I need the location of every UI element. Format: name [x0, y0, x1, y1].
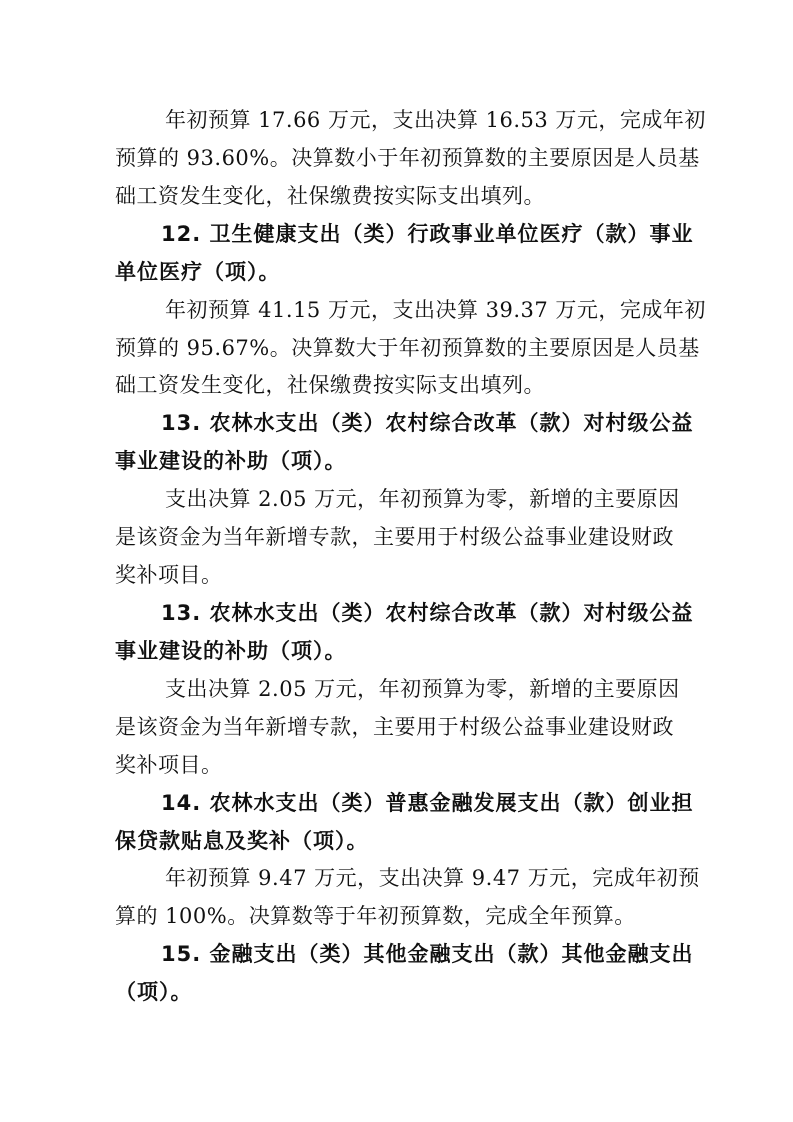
budget-line-13: 年初预算 9.47 万元，支出决算 9.47 万元，完成年初预 — [165, 866, 700, 890]
section-heading-13a: 13. 农林水支出（类）农村综合改革（款）对村级公益 — [161, 411, 694, 435]
section-heading-15: 15. 金融支出（类）其他金融支出（款）其他金融支出 — [161, 942, 694, 966]
budget-line-8: 是该资金为当年新增专款，主要用于村级公益事业建设财政 — [115, 525, 674, 549]
section-heading-13b-cont: 事业建设的补助（项）。 — [115, 639, 347, 663]
budget-line-5: 预算的 95.67%。决算数大于年初预算数的主要原因是人员基 — [115, 336, 700, 360]
section-heading-13b: 13. 农林水支出（类）农村综合改革（款）对村级公益 — [161, 601, 694, 625]
budget-line-9: 奖补项目。 — [115, 563, 223, 587]
section-heading-15-cont: （项）。 — [115, 980, 193, 1004]
budget-line-10: 支出决算 2.05 万元，年初预算为零，新增的主要原因 — [165, 677, 680, 701]
budget-line-7: 支出决算 2.05 万元，年初预算为零，新增的主要原因 — [165, 487, 680, 511]
budget-line-6: 础工资发生变化，社保缴费按实际支出填列。 — [115, 373, 545, 397]
section-heading-14: 14. 农林水支出（类）普惠金融发展支出（款）创业担 — [161, 791, 694, 815]
section-heading-12-cont: 单位医疗（项）。 — [115, 260, 281, 284]
budget-line-2: 预算的 93.60%。决算数小于年初预算数的主要原因是人员基 — [115, 146, 700, 170]
section-heading-14-cont: 保贷款贴息及奖补（项）。 — [115, 829, 369, 853]
budget-line-14: 算的 100%。决算数等于年初预算数，完成全年预算。 — [115, 904, 636, 928]
budget-line-12: 奖补项目。 — [115, 753, 223, 777]
budget-line-4: 年初预算 41.15 万元，支出决算 39.37 万元，完成年初 — [165, 298, 706, 322]
budget-line-1: 年初预算 17.66 万元，支出决算 16.53 万元，完成年初 — [165, 108, 706, 132]
budget-line-3: 础工资发生变化，社保缴费按实际支出填列。 — [115, 184, 545, 208]
budget-line-11: 是该资金为当年新增专款，主要用于村级公益事业建设财政 — [115, 715, 674, 739]
section-heading-12: 12. 卫生健康支出（类）行政事业单位医疗（款）事业 — [161, 222, 694, 246]
section-heading-13a-cont: 事业建设的补助（项）。 — [115, 449, 347, 473]
